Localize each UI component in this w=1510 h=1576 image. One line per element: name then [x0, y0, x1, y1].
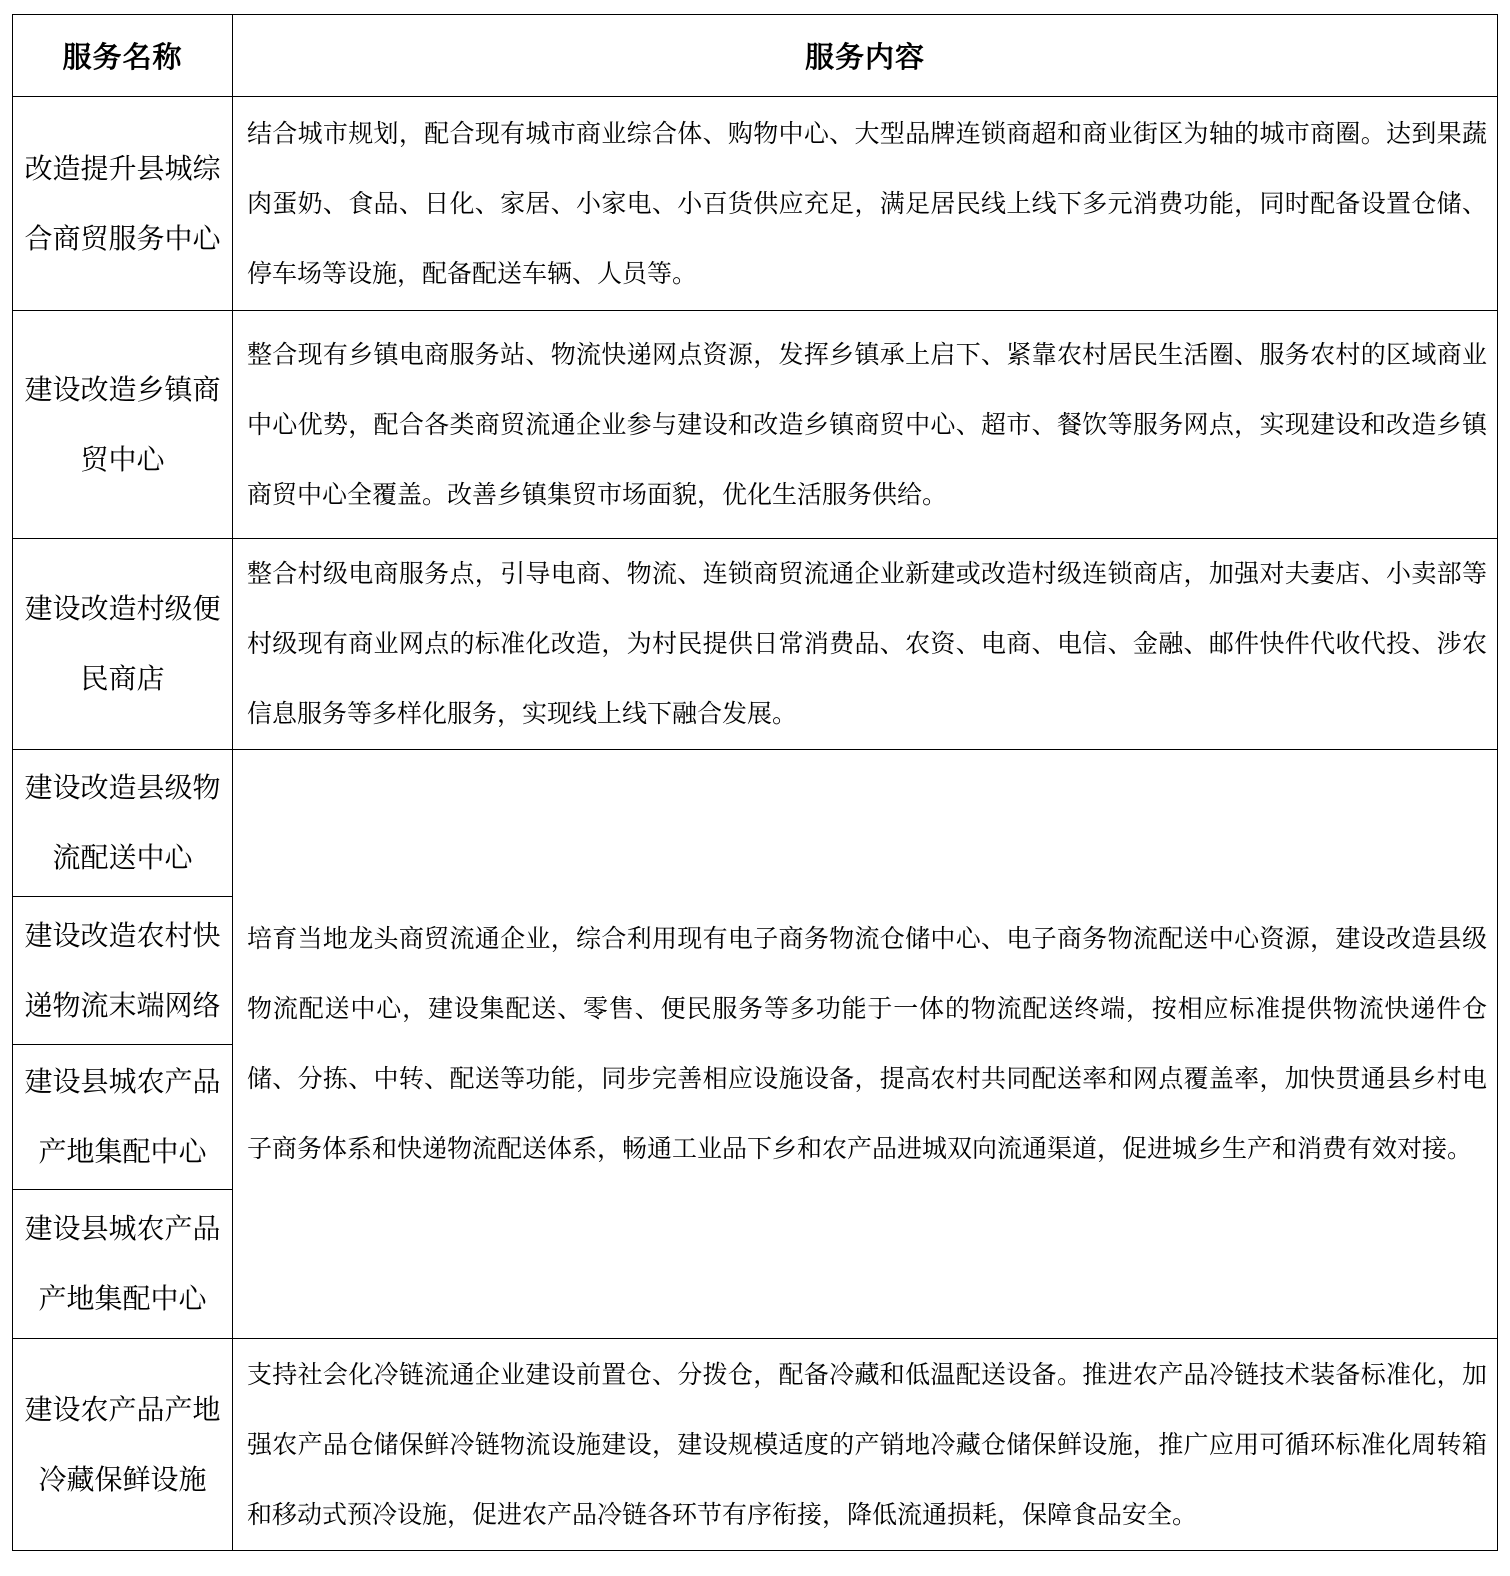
column-header-service-content: 服务内容 [233, 15, 1498, 97]
table-row [13, 539, 1498, 750]
column-header-service-name: 服务名称 [13, 15, 233, 97]
merged-service-content-cell: 培育当地龙头商贸流通企业，综合利用现有电子商务物流仓储中心、电子商务物流配送中心资源，建设改造县级物流配送中心，建设集配送、零售、便民服务等多功能于一体的物流配送终端，按相应标准提供物流快递件仓储、分拣、中转、配送等功能，同步完善相应设施设备，提高农村共同配送率和网点覆盖率，加快贯通县乡村电子商务体系和快递物流配送体系，畅通工业品下乡和农产品进城双向流通渠道，促进城乡生产和消费有效对接。 [233, 750, 1498, 1339]
service-name-cell: 建设农产品产地冷藏保鲜设施 [13, 1339, 233, 1551]
service-content-cell: 整合村级电商服务点，引导电商、物流、连锁商贸流通企业新建或改造村级连锁商店，加强对夫妻店、小卖部等村级现有商业网点的标准化改造，为村民提供日常消费品、农资、电商、电信、金融、邮件快件代收代投、涉农信息服务等多样化服务，实现线上线下融合发展。 [233, 539, 1498, 750]
service-name-cell: 建设改造县级物流配送中心 [13, 750, 233, 897]
table-row [13, 1339, 1498, 1551]
service-name-cell: 改造提升县城综合商贸服务中心 [13, 97, 233, 311]
service-name-cell: 建设县城农产品产地集配中心 [13, 1045, 233, 1190]
service-name-cell: 建设县城农产品产地集配中心 [13, 1190, 233, 1339]
table-header-row [13, 15, 1498, 97]
table-row [13, 311, 1498, 539]
service-content-cell: 结合城市规划，配合现有城市商业综合体、购物中心、大型品牌连锁商超和商业街区为轴的城市商圈。达到果蔬肉蛋奶、食品、日化、家居、小家电、小百货供应充足，满足居民线上线下多元消费功能，同时配备设置仓储、停车场等设施，配备配送车辆、人员等。 [233, 97, 1498, 311]
table-row [13, 97, 1498, 311]
table-row [13, 750, 1498, 897]
services-table [12, 14, 1498, 1551]
service-name-cell: 建设改造农村快递物流末端网络 [13, 897, 233, 1045]
service-name-cell: 建设改造村级便民商店 [13, 539, 233, 750]
service-name-cell: 建设改造乡镇商贸中心 [13, 311, 233, 539]
service-content-cell: 支持社会化冷链流通企业建设前置仓、分拨仓，配备冷藏和低温配送设备。推进农产品冷链技术装备标准化，加强农产品仓储保鲜冷链物流设施建设，建设规模适度的产销地冷藏仓储保鲜设施，推广应用可循环标准化周转箱和移动式预冷设施，促进农产品冷链各环节有序衔接，降低流通损耗，保障食品安全。 [233, 1339, 1498, 1551]
service-content-cell: 整合现有乡镇电商服务站、物流快递网点资源，发挥乡镇承上启下、紧靠农村居民生活圈、服务农村的区域商业中心优势，配合各类商贸流通企业参与建设和改造乡镇商贸中心、超市、餐饮等服务网点，实现建设和改造乡镇商贸中心全覆盖。改善乡镇集贸市场面貌，优化生活服务供给。 [233, 311, 1498, 539]
